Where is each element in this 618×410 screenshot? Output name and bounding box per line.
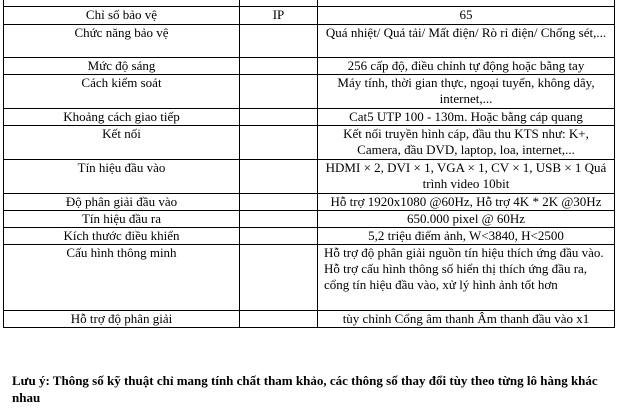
spec-value: Hỗ trợ 1920x1080 @60Hz, Hỗ trợ 4K * 2K @30Hz: [318, 194, 615, 211]
table-row: [4, 160, 615, 194]
spec-key: Tín hiệu đầu ra: [4, 211, 240, 228]
spec-unit: [240, 58, 318, 75]
table-row: [4, 194, 615, 211]
spec-value: Quá nhiệt/ Quá tải/ Mất điện/ Rò rỉ điện/ Chống sét,...: [318, 25, 615, 58]
table-row: [4, 109, 615, 126]
spec-key: Cách kiểm soát: [4, 75, 240, 109]
spec-key: Chỉ số bảo vệ: [4, 7, 240, 25]
spec-value: HDMI × 2, DVI × 1, VGA × 1, CV × 1, USB × 1 Quá trình video 10bit: [318, 160, 615, 194]
table-row: [4, 126, 615, 160]
spec-value: Kết nối truyền hình cáp, đầu thu KTS như: K+, Camera, đầu DVD, laptop, loa, internet,...: [318, 126, 615, 160]
spec-unit: [240, 311, 318, 328]
table-row: [4, 228, 615, 245]
spec-unit: [240, 160, 318, 194]
spec-unit: IP: [240, 7, 318, 25]
table-row: [4, 25, 615, 58]
spec-unit: [240, 25, 318, 58]
table-row: [4, 245, 615, 311]
spec-key: Cấu hình thông minh: [4, 245, 240, 311]
spec-unit: [240, 194, 318, 211]
spec-unit: [240, 109, 318, 126]
spec-key: Chức năng bảo vệ: [4, 25, 240, 58]
spec-value: 65: [318, 7, 615, 25]
spec-table-body: [4, 0, 615, 328]
spec-key: Kích thước điều khiển: [4, 228, 240, 245]
spec-unit: [240, 245, 318, 311]
table-row: [4, 7, 615, 25]
spec-value: 5,2 triệu điểm ảnh, W<3840, H<2500: [318, 228, 615, 245]
spec-key: Mức độ sáng: [4, 58, 240, 75]
spec-unit: [240, 228, 318, 245]
spec-key: Độ phân giải đầu vào: [4, 194, 240, 211]
spec-key: Tín hiệu đầu vào: [4, 160, 240, 194]
spec-value: Hỗ trợ độ phân giải nguồn tín hiệu thích ứng đầu vào. Hỗ trợ cấu hình thông số hiển thị thích ứng đầu ra, cổng tín hiệu đầu vào, xử lý hình ảnh tốt hơn: [318, 245, 615, 311]
spec-value: tùy chỉnh Cổng âm thanh Âm thanh đầu vào x1: [318, 311, 615, 328]
spec-unit: [240, 75, 318, 109]
table-row: [4, 211, 615, 228]
spec-key: Kết nối: [4, 126, 240, 160]
spec-unit: [240, 211, 318, 228]
spec-value: Cat5 UTP 100 - 130m. Hoặc bằng cáp quang: [318, 109, 615, 126]
spec-value: 256 cấp độ, điều chỉnh tự động hoặc bằng tay: [318, 58, 615, 75]
table-row: [4, 311, 615, 328]
spec-value: Máy tính, thời gian thực, ngoại tuyến, không dây, internet,...: [318, 75, 615, 109]
spec-value: 650.000 pixel @ 60Hz: [318, 211, 615, 228]
table-row: [4, 58, 615, 75]
spec-key: Hỗ trợ độ phân giải: [4, 311, 240, 328]
spec-unit: [240, 126, 318, 160]
table-row: [4, 75, 615, 109]
spec-table: [3, 0, 615, 328]
spec-key: Khoảng cách giao tiếp: [4, 109, 240, 126]
disclaimer-note: Lưu ý: Thông số kỹ thuật chỉ mang tính chất tham khảo, các thông số thay đổi tùy theo từng lô hàng khác nhau: [12, 373, 598, 405]
